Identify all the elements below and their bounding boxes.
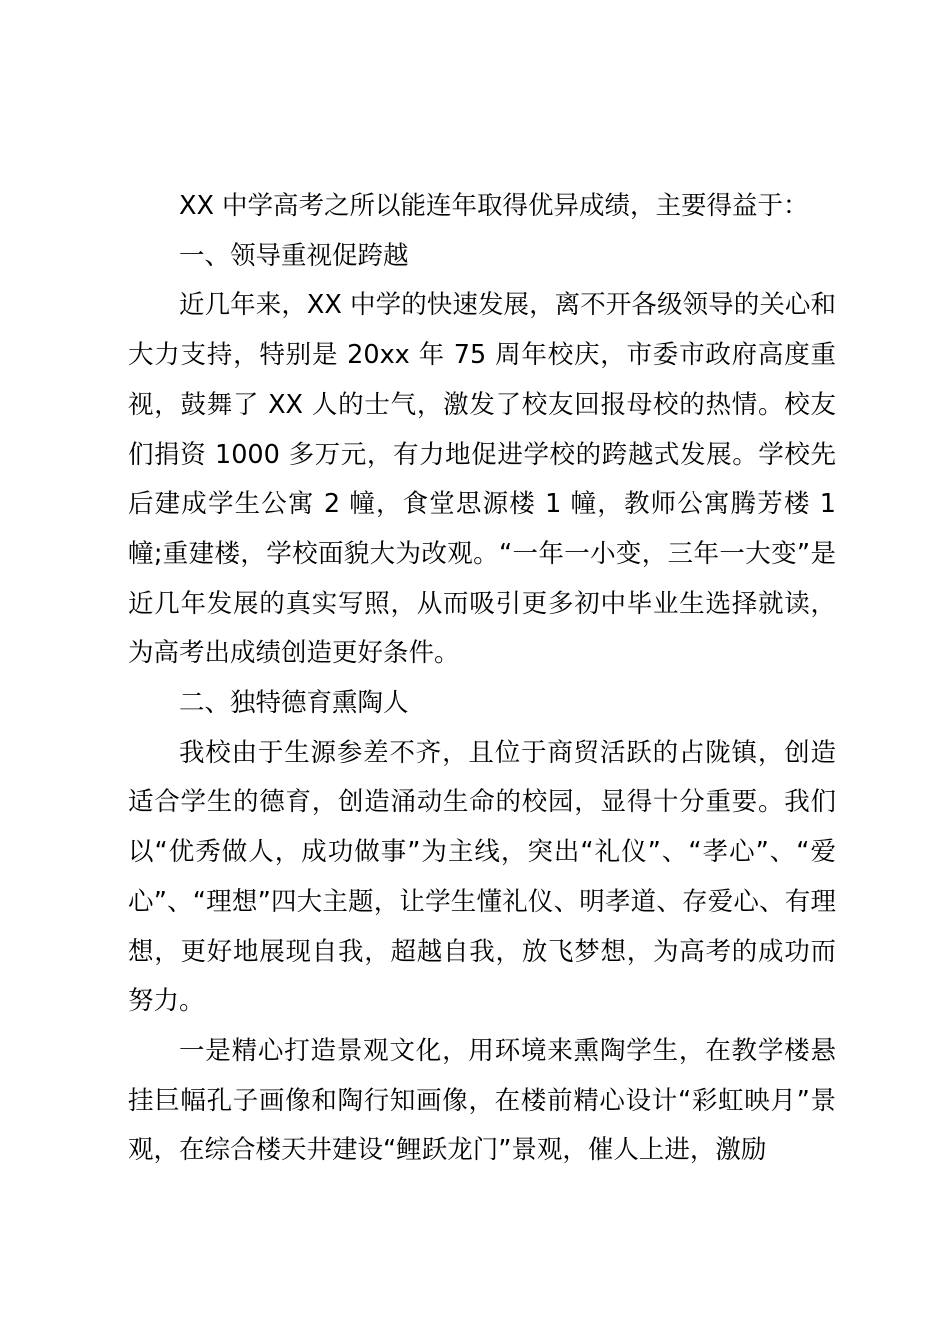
landscape-culture-paragraph: 一是精心打造景观文化，用环境来熏陶学生，在教学楼悬挂巨幅孔子画像和陶行知画像，在楼前精心设计“彩虹映月”景观，在综合楼天井建设“鲤跃龙门”景观，催人上进，激励 (128, 1035, 836, 1166)
intro-paragraph: XX 中学高考之所以能连年取得优异成绩，主要得益于： (179, 191, 809, 221)
leadership-paragraph: 近几年来，XX 中学的快速发展，离不开各级领导的关心和大力支持，特别是 20xx 年 75 周年校庆，市委市政府高度重视，鼓舞了 XX 人的士气，激发了校友回报母校的热情。校友们捐资 1000 多万元，有力地促进学校的跨越式发展。学校先后建成学生公寓 2 幢，食堂思源楼 1 幢，教师公寓腾芳楼 1 幢;重建楼，学校面貌大为改观。“一年一小变，三年一大变”是近几年发展的真实写照，从而吸引更多初中毕业生选择就读，为高考出成绩创造更好条件。 (128, 290, 836, 669)
section-heading-moral-education: 二、独特德育熏陶人 (179, 688, 409, 719)
section-heading-leadership: 一、领导重视促跨越 (179, 240, 409, 271)
moral-education-paragraph: 我校由于生源参差不齐，且位于商贸活跃的占陇镇，创造适合学生的德育，创造涌动生命的校园，显得十分重要。我们以“优秀做人，成功做事”为主线，突出“礼仪”、“孝心”、“爱心”、“理想”四大主题，让学生懂礼仪、明孝道、存爱心、有理想，更好地展现自我，超越自我，放飞梦想，为高考的成功而努力。 (128, 737, 836, 1017)
document-body (128, 182, 836, 1176)
